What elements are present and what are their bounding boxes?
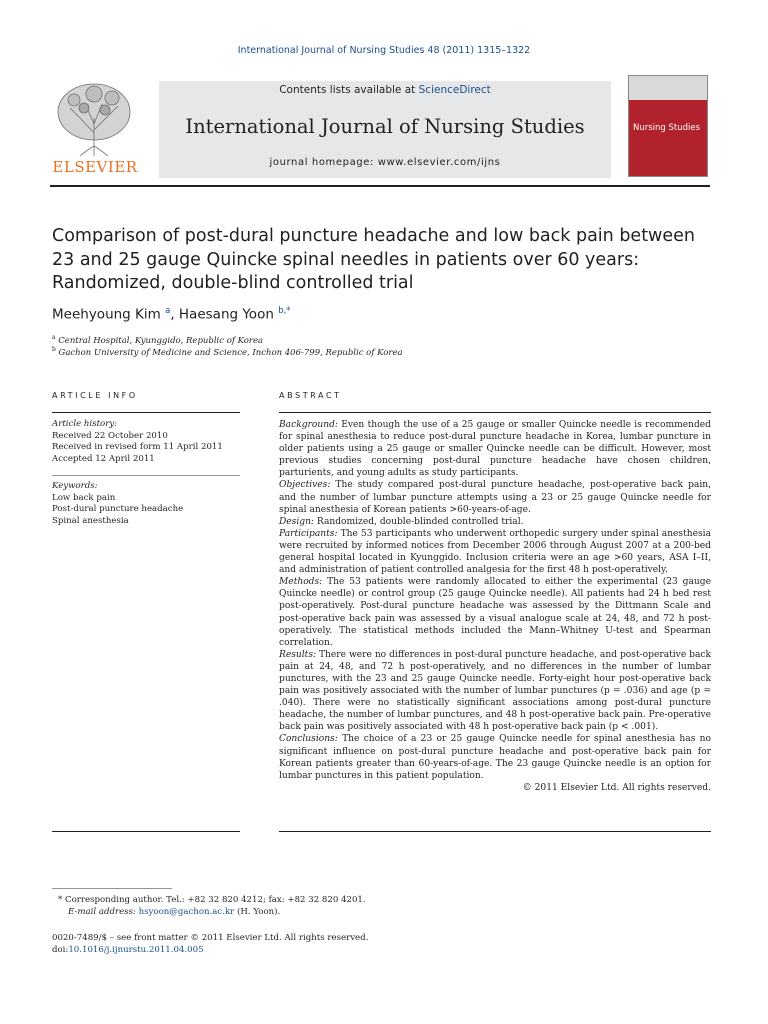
author-separator: , — [170, 306, 179, 323]
abstract-section-text: The 53 patients were randomly allocated to either the experimental (23 gauge Quincke needle) or control group (25 gauge Quincke needle). All patients had 24 h bed rest post-operatively. Post-dural puncture headache was assessed by the Dittmann Scale and post-operative back pain was assessed by a visual analogue scale at 24, 48, and 72 h post-operatively. The statistical methods included the Mann–Whitney U-test and Spearman correlation. — [279, 577, 711, 648]
doi-link[interactable]: 10.1016/j.ijnurstu.2011.04.005 — [68, 945, 204, 955]
abstract-section-text: Randomized, double-blinded controlled trial. — [314, 516, 524, 527]
abstract-heading: ABSTRACT — [279, 391, 342, 400]
info-rule — [52, 412, 240, 413]
journal-homepage[interactable]: journal homepage: www.elsevier.com/ijns — [269, 157, 501, 168]
header-divider — [50, 185, 710, 187]
abstract-section-text: The choice of a 23 or 25 gauge Quincke needle for spinal anesthesia has no significant influence on post-dural puncture headache and post-operative back pain for Korean patients greater than 60-years-of-age. The 23 gauge Quincke needle is an option for lumbar punctures in this patient population. — [279, 734, 711, 781]
email-suffix: (H. Yoon). — [234, 907, 281, 917]
author-list — [52, 306, 291, 323]
issn-line: 0020-7489/$ – see front matter © 2011 Elsevier Ltd. All rights reserved. — [52, 933, 369, 943]
corresponding-text: Corresponding author. Tel.: +82 32 820 4212; fax: +82 32 820 4201. — [62, 895, 366, 905]
affiliation — [52, 334, 263, 346]
keywords-label: Keywords: — [52, 481, 98, 491]
abstract-paragraph — [279, 649, 711, 734]
email-label: E-mail address: — [68, 907, 136, 917]
abstract-paragraph — [279, 733, 711, 781]
abstract-section-label: Participants: — [279, 528, 338, 539]
title-line: 23 and 25 gauge Quincke spinal needles in patients over 60 years: — [52, 249, 640, 270]
journal-banner — [159, 81, 611, 178]
doi-line — [52, 945, 204, 957]
history-entry: Accepted 12 April 2011 — [52, 453, 155, 464]
email-note — [68, 907, 280, 919]
keyword: Post-dural puncture headache — [52, 504, 184, 514]
abstract-rule — [279, 412, 711, 413]
title-line: Randomized, double-blind controlled trial — [52, 273, 414, 293]
keyword: Low back pain — [52, 492, 116, 503]
abstract-section-text: There were no differences in post-dural puncture headache, and post-operative back pain at 24, 48, and 72 h post-operatively, and no differences in the number of lumbar punctures, with the 23 and 25 gauge Quincke needle. Forty-eight hour post-operative back pain was positively associated with the number of lumbar punctures (p = .036) and age (p = .040). There were no statistically significant associations among post-dural puncture headache, the number of lumbar punctures, and 48 h post-operative back pain. Pre-operative back pain was positively associated with 48 h post-operative back pain (p < .001). — [279, 649, 711, 733]
footnote-marker: * — [58, 895, 63, 905]
affiliation-mark: b — [52, 346, 56, 353]
abstract-paragraph — [279, 419, 711, 479]
abstract-paragraph — [279, 528, 711, 576]
journal-citation[interactable]: International Journal of Nursing Studies 48 (2011) 1315–1322 — [237, 45, 531, 56]
keywords — [52, 481, 240, 527]
affiliation-mark: a — [52, 334, 56, 341]
corresponding-author-note — [58, 895, 366, 907]
abstract-section-text: The 53 participants who underwent orthopedic surgery under spinal anesthesia were recruited by informed notices from December 2006 through August 2007 at a 200-bed general hospital located in Kyunggido. Inclusion criteria were an age >60 years, ASA I–II, and administration of patient controlled analgesia for the first 48 h post-operatively. — [279, 528, 711, 576]
journal-name: International Journal of Nursing Studies — [185, 115, 585, 138]
abstract-section-label: Background: — [279, 420, 338, 430]
abstract-paragraph — [279, 576, 711, 649]
journal-cover-thumbnail[interactable] — [628, 75, 708, 177]
abstract-rule — [279, 831, 711, 832]
contents-line — [159, 84, 611, 96]
affiliation — [52, 346, 403, 358]
abstract-body — [279, 419, 711, 794]
title-line: Comparison of post-dural puncture headache and low back pain between — [52, 226, 695, 246]
abstract-section-text: Even though the use of a 25 gauge or smaller Quincke needle is recommended for spinal anesthesia to reduce post-dural puncture headache in Korea, lumbar puncture in older patients using a 25 gauge or smaller Quincke needle can be difficult. However, most previous studies concerning post-dural puncture headache have chosen children, parturients, and young adults as study participants. — [279, 420, 711, 479]
publisher-wordmark: ELSEVIER — [52, 158, 138, 176]
abstract-section-label: Results: — [279, 649, 317, 660]
abstract-paragraph — [279, 516, 711, 528]
sciencedirect-link[interactable]: ScienceDirect — [418, 84, 491, 96]
info-rule — [52, 831, 240, 832]
author-name: Haesang Yoon — [178, 306, 274, 323]
history-label: Article history: — [52, 419, 118, 429]
abstract-section-text: The study compared post-dural puncture headache, post-operative back pain, and the number of lumbar puncture attempts using a 23 or 25 gauge Quincke needle for spinal anesthesia of Korean patients >60-years-of-age. — [279, 480, 711, 515]
cover-top-band — [629, 76, 707, 100]
keyword: Spinal anesthesia — [52, 515, 129, 526]
cover-title: Nursing Studies — [633, 123, 701, 133]
article-history — [52, 419, 240, 465]
author-name: Meehyoung Kim — [52, 306, 161, 323]
affiliation-text: Central Hospital, Kyunggido, Republic of Korea — [58, 335, 264, 346]
history-entry: Received in revised form 11 April 2011 — [52, 442, 223, 452]
email-link[interactable]: hsyoon@gachon.ac.kr — [138, 907, 235, 917]
doi-label: doi: — [52, 945, 69, 955]
article-title — [52, 225, 722, 296]
article-info-heading: ARTICLE INFO — [52, 391, 138, 400]
footnote-rule — [52, 888, 172, 889]
abstract-section-label: Methods: — [279, 577, 323, 588]
affiliation-marker[interactable]: b,* — [278, 306, 291, 316]
abstract-section-label: Objectives: — [279, 480, 331, 491]
copyright-notice: © 2011 Elsevier Ltd. All rights reserved. — [522, 782, 711, 793]
abstract-section-label: Conclusions: — [279, 734, 338, 745]
abstract-section-label: Design: — [279, 516, 314, 527]
history-entry: Received 22 October 2010 — [52, 430, 168, 441]
contents-prefix: Contents lists available at — [279, 84, 419, 96]
affiliation-marker[interactable]: a — [165, 306, 171, 316]
abstract-paragraph — [279, 479, 711, 515]
info-rule — [52, 475, 240, 476]
affiliation-text: Gachon University of Medicine and Science, Inchon 406-799, Republic of Korea — [58, 347, 403, 358]
